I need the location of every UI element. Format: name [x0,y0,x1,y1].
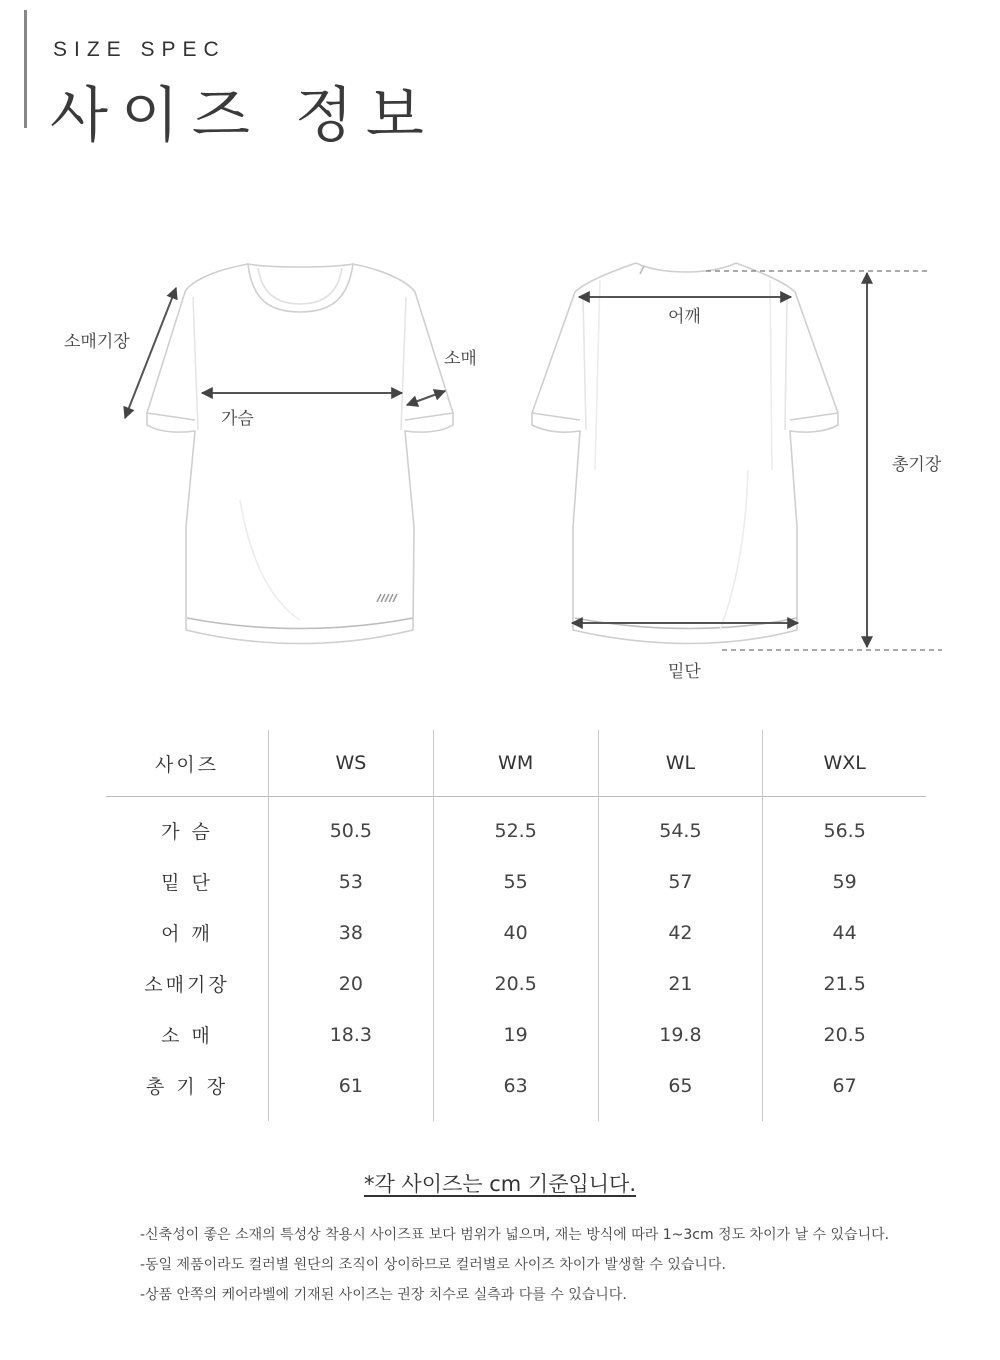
table-cell: 40 [433,907,598,958]
tshirt-diagram-svg [0,240,1000,700]
note-item: -동일 제품이라도 컬러별 원단의 조직이 상이하므로 컬러별로 사이즈 차이가 발생할 수 있습니다. [140,1257,726,1273]
label-total-length: 총기장 [892,455,942,475]
row-label: 밑 단 [161,872,213,894]
header-accent-bar [24,10,27,128]
row-label: 소매기장 [144,974,230,996]
section-eyebrow: SIZE SPEC [53,38,226,61]
table-cell: 54.5 [598,797,763,857]
size-table-corner: 사이즈 [106,730,269,797]
table-cell: 56.5 [763,797,926,857]
row-label: 가 슴 [161,821,213,843]
table-cell: 65 [598,1060,763,1121]
table-cell: 19 [433,1009,598,1060]
label-sleeve: 소매 [444,349,477,369]
front-logo-mark [377,594,397,602]
table-cell: 20.5 [433,958,598,1009]
table-cell: 52.5 [433,797,598,857]
size-column-header: WL [598,730,763,797]
table-cell: 63 [433,1060,598,1121]
table-cell: 20 [269,958,434,1009]
table-cell: 67 [763,1060,926,1121]
table-cell: 53 [269,856,434,907]
table-row [106,856,926,907]
front-tshirt-drawing [147,264,453,644]
size-column-header: WM [433,730,598,797]
table-cell: 42 [598,907,763,958]
row-label: 소 매 [161,1025,213,1047]
table-row [106,958,926,1009]
table-cell: 21.5 [763,958,926,1009]
table-row [106,1060,926,1121]
notes-title [0,1168,1000,1198]
note-item: -상품 안쪽의 케어라벨에 기재된 사이즈는 권장 치수로 실측과 다를 수 있습니다. [140,1287,627,1303]
note-item: -신축성이 좋은 소재의 특성상 착용시 사이즈표 보다 범위가 넓으며, 재는 방식에 따라 1~3cm 정도 차이가 날 수 있습니다. [140,1227,890,1243]
notes-list [140,1220,889,1310]
table-cell: 18.3 [269,1009,434,1060]
row-label: 어 깨 [161,923,213,945]
page-title: 사이즈 정보 [50,81,437,151]
sleeve-arrow [407,391,445,405]
table-cell: 19.8 [598,1009,763,1060]
row-label: 총 기 장 [145,1076,229,1098]
table-row [106,907,926,958]
table-row [106,1009,926,1060]
label-chest: 가슴 [221,409,254,429]
size-table-header-row [106,730,926,797]
table-cell: 50.5 [269,797,434,857]
table-cell: 44 [763,907,926,958]
label-sleeve-length: 소매기장 [64,332,130,352]
table-cell: 20.5 [763,1009,926,1060]
label-shoulder: 어깨 [668,307,701,327]
table-cell: 61 [269,1060,434,1121]
label-hem: 밑단 [668,662,701,682]
size-column-header: WXL [763,730,926,797]
size-diagram [0,240,1000,700]
table-cell: 59 [763,856,926,907]
table-cell: 57 [598,856,763,907]
table-cell: 55 [433,856,598,907]
table-row [106,797,926,857]
table-cell: 38 [269,907,434,958]
table-cell: 21 [598,958,763,1009]
size-table [106,730,926,1121]
sleeve-length-arrow [125,288,176,418]
notes-title-text: *각 사이즈는 cm 기준입니다. [363,1172,637,1196]
size-column-header: WS [269,730,434,797]
